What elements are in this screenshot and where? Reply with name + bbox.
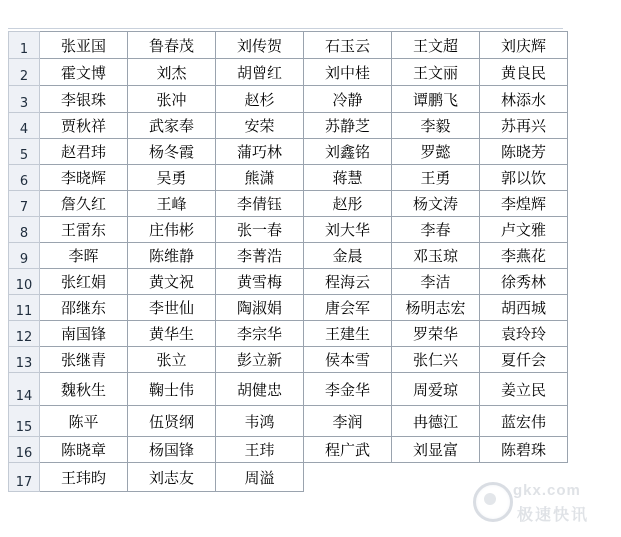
cell[interactable]: 唐会军 <box>304 295 392 321</box>
row-header[interactable]: 11 <box>9 295 40 321</box>
cell[interactable]: 詹久红 <box>40 191 128 217</box>
table-row <box>9 217 568 243</box>
cell[interactable]: 熊潇 <box>216 165 304 191</box>
cell[interactable]: 彭立新 <box>216 347 304 373</box>
row-header[interactable]: 3 <box>9 86 40 113</box>
cell[interactable]: 鞠士伟 <box>128 373 216 406</box>
cell[interactable]: 王玮昀 <box>40 463 128 492</box>
cell[interactable]: 武家奉 <box>128 113 216 139</box>
table-row <box>9 165 568 191</box>
cell[interactable]: 胡西城 <box>480 295 568 321</box>
table-row <box>9 406 568 437</box>
cell[interactable]: 张亚国 <box>40 32 128 59</box>
row-header[interactable]: 2 <box>9 59 40 86</box>
spreadsheet-grid <box>8 31 568 492</box>
cell[interactable]: 黄良民 <box>480 59 568 86</box>
table-row <box>9 59 568 86</box>
cell[interactable]: 李煌辉 <box>480 191 568 217</box>
table-row <box>9 373 568 406</box>
cell[interactable]: 杨国锋 <box>128 437 216 463</box>
cell[interactable]: 李宗华 <box>216 321 304 347</box>
cell[interactable]: 张立 <box>128 347 216 373</box>
table-row <box>9 269 568 295</box>
cell[interactable]: 刘中桂 <box>304 59 392 86</box>
cell[interactable]: 徐秀林 <box>480 269 568 295</box>
cell[interactable]: 张仁兴 <box>392 347 480 373</box>
cell[interactable]: 杨冬霞 <box>128 139 216 165</box>
cell[interactable]: 李春 <box>392 217 480 243</box>
cell[interactable]: 程海云 <box>304 269 392 295</box>
cell[interactable]: 周溢 <box>216 463 304 492</box>
cell[interactable]: 袁玲玲 <box>480 321 568 347</box>
cell[interactable]: 姜立民 <box>480 373 568 406</box>
cell[interactable]: 谭鹏飞 <box>392 86 480 113</box>
cell[interactable]: 李毅 <box>392 113 480 139</box>
cell[interactable]: 魏秋生 <box>40 373 128 406</box>
cell[interactable]: 陈晓章 <box>40 437 128 463</box>
cell[interactable]: 冷静 <box>304 86 392 113</box>
row-header[interactable]: 13 <box>9 347 40 373</box>
row-header[interactable]: 16 <box>9 437 40 463</box>
cell[interactable]: 王玮 <box>216 437 304 463</box>
cell[interactable]: 南国锋 <box>40 321 128 347</box>
cell[interactable]: 杨文涛 <box>392 191 480 217</box>
cell[interactable]: 王勇 <box>392 165 480 191</box>
table-row <box>9 191 568 217</box>
row-header[interactable]: 4 <box>9 113 40 139</box>
cell[interactable]: 张一春 <box>216 217 304 243</box>
cell[interactable]: 侯本雪 <box>304 347 392 373</box>
cell[interactable]: 陈晓芳 <box>480 139 568 165</box>
cell[interactable]: 王峰 <box>128 191 216 217</box>
row-header[interactable]: 10 <box>9 269 40 295</box>
row-header[interactable]: 1 <box>9 32 40 59</box>
watermark-text: 极速快讯 <box>517 505 590 524</box>
cell[interactable]: 赵君玮 <box>40 139 128 165</box>
row-header[interactable]: 5 <box>9 139 40 165</box>
cell[interactable]: 庄伟彬 <box>128 217 216 243</box>
table-row <box>9 347 568 373</box>
cell[interactable]: 胡健忠 <box>216 373 304 406</box>
cell[interactable]: 贾秋祥 <box>40 113 128 139</box>
table-row <box>9 295 568 321</box>
cell[interactable]: 冉德江 <box>392 406 480 437</box>
table-row <box>9 32 568 59</box>
cell[interactable]: 周爱琼 <box>392 373 480 406</box>
cell[interactable]: 黄雪梅 <box>216 269 304 295</box>
watermark-logo-icon <box>473 482 513 522</box>
cell[interactable]: 李润 <box>304 406 392 437</box>
cell[interactable]: 陈碧珠 <box>480 437 568 463</box>
cell[interactable]: 苏静芝 <box>304 113 392 139</box>
cell[interactable]: 刘大华 <box>304 217 392 243</box>
row-header[interactable]: 15 <box>9 406 40 437</box>
cell[interactable]: 蒲巧林 <box>216 139 304 165</box>
cell[interactable]: 程广武 <box>304 437 392 463</box>
table-row <box>9 86 568 113</box>
cell[interactable]: 卢文雅 <box>480 217 568 243</box>
cell[interactable]: 吴勇 <box>128 165 216 191</box>
cell[interactable]: 王文丽 <box>392 59 480 86</box>
cell[interactable]: 李倩钰 <box>216 191 304 217</box>
row-header[interactable]: 7 <box>9 191 40 217</box>
cell[interactable]: 邵继东 <box>40 295 128 321</box>
cell[interactable]: 刘杰 <box>128 59 216 86</box>
row-header[interactable]: 14 <box>9 373 40 406</box>
cell[interactable]: 张继青 <box>40 347 128 373</box>
cell[interactable]: 王雷东 <box>40 217 128 243</box>
cell[interactable]: 安荣 <box>216 113 304 139</box>
cell[interactable]: 蓝宏伟 <box>480 406 568 437</box>
name-table <box>8 31 568 492</box>
cell[interactable]: 刘志友 <box>128 463 216 492</box>
cell[interactable]: 李世仙 <box>128 295 216 321</box>
cell[interactable]: 刘鑫铭 <box>304 139 392 165</box>
cell[interactable]: 韦鸿 <box>216 406 304 437</box>
cell[interactable]: 陈维静 <box>128 243 216 269</box>
cell[interactable]: 李晓辉 <box>40 165 128 191</box>
cell[interactable]: 张冲 <box>128 86 216 113</box>
cell[interactable]: 金晨 <box>304 243 392 269</box>
cell[interactable]: 李银珠 <box>40 86 128 113</box>
cell[interactable]: 张红娟 <box>40 269 128 295</box>
cell[interactable]: 郭以饮 <box>480 165 568 191</box>
cell[interactable]: 林添水 <box>480 86 568 113</box>
cell[interactable]: 王建生 <box>304 321 392 347</box>
cell[interactable]: 黄华生 <box>128 321 216 347</box>
cell[interactable]: 刘庆辉 <box>480 32 568 59</box>
cell[interactable]: 霍文博 <box>40 59 128 86</box>
cell[interactable]: 夏仟会 <box>480 347 568 373</box>
empty-cell[interactable] <box>304 463 392 492</box>
cell[interactable]: 赵彤 <box>304 191 392 217</box>
cell[interactable]: 陈平 <box>40 406 128 437</box>
cell[interactable]: 邓玉琼 <box>392 243 480 269</box>
cell[interactable]: 胡曾红 <box>216 59 304 86</box>
cell[interactable]: 石玉云 <box>304 32 392 59</box>
row-header[interactable]: 12 <box>9 321 40 347</box>
cell[interactable]: 李金华 <box>304 373 392 406</box>
row-header[interactable]: 17 <box>9 463 40 492</box>
watermark-url: gkx.com <box>513 482 581 499</box>
cell[interactable]: 李燕花 <box>480 243 568 269</box>
cell[interactable]: 李菁浩 <box>216 243 304 269</box>
empty-cell[interactable] <box>392 463 480 492</box>
table-row <box>9 139 568 165</box>
cell[interactable]: 黄文祝 <box>128 269 216 295</box>
row-header[interactable]: 8 <box>9 217 40 243</box>
cell[interactable]: 刘传贺 <box>216 32 304 59</box>
cell[interactable]: 王文超 <box>392 32 480 59</box>
cell[interactable]: 罗荣华 <box>392 321 480 347</box>
cell[interactable]: 蒋慧 <box>304 165 392 191</box>
table-row <box>9 321 568 347</box>
cell[interactable]: 赵杉 <box>216 86 304 113</box>
row-header[interactable]: 9 <box>9 243 40 269</box>
cell[interactable]: 刘显富 <box>392 437 480 463</box>
table-row <box>9 243 568 269</box>
cell[interactable]: 陶淑娟 <box>216 295 304 321</box>
cell[interactable]: 罗懿 <box>392 139 480 165</box>
cell[interactable]: 鲁春茂 <box>128 32 216 59</box>
cell[interactable]: 伍贤纲 <box>128 406 216 437</box>
watermark <box>473 478 613 528</box>
table-row <box>9 113 568 139</box>
table-row <box>9 437 568 463</box>
cell[interactable]: 李晖 <box>40 243 128 269</box>
cell[interactable]: 李洁 <box>392 269 480 295</box>
row-header[interactable]: 6 <box>9 165 40 191</box>
cell[interactable]: 杨明志宏 <box>392 295 480 321</box>
cell[interactable]: 苏再兴 <box>480 113 568 139</box>
